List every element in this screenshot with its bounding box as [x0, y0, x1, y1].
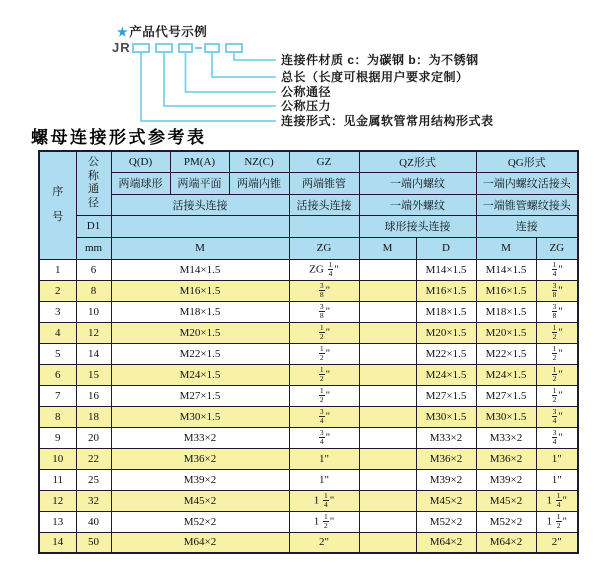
fraction: $\frac{1}{2}$ [319, 385, 324, 404]
cell-dn: 10 [76, 301, 111, 322]
fraction: $\frac{1}{4}$ [328, 259, 333, 278]
cell-qg-m: M45×2 [476, 490, 536, 511]
header-desc-qg-end1: 一端内螺纹活接头 [476, 172, 578, 194]
header-code-pm: PM(A) [170, 151, 229, 172]
code-box-1 [133, 44, 149, 52]
cell-dn: 50 [76, 532, 111, 553]
cell-gz: 1" [289, 448, 359, 469]
table-row [39, 427, 578, 448]
cell-qz-d: M39×2 [416, 469, 476, 490]
cell-dn: 12 [76, 322, 111, 343]
header-qz-sub-m: M [359, 237, 416, 259]
cell-dn: 16 [76, 385, 111, 406]
cell-dn: 18 [76, 406, 111, 427]
fraction: $\frac{1}{2}$ [319, 322, 324, 341]
cell-qg-m: M16×1.5 [476, 280, 536, 301]
cell-qz-d: M24×1.5 [416, 364, 476, 385]
cell-qg-m: M36×2 [476, 448, 536, 469]
cell-dn: 8 [76, 280, 111, 301]
table-body [39, 259, 578, 553]
header-seq: 序号 [39, 151, 76, 259]
callout-line-3 [186, 52, 277, 92]
cell-qz-m [359, 259, 416, 280]
cell-qg-zg: $\frac{3}{4}$ " [536, 427, 578, 448]
header-desc-q: 两端球形 [111, 172, 170, 194]
cell-qg-m: M22×1.5 [476, 343, 536, 364]
fraction: $\frac{1}{4}$ [324, 490, 328, 509]
cell-qg-m: M18×1.5 [476, 301, 536, 322]
cell-seq: 10 [39, 448, 76, 469]
callout-line-1 [234, 52, 276, 60]
callout-lines [141, 52, 276, 121]
header-desc-qz-end1: 一端内螺纹 [359, 172, 476, 194]
callout-length: 总长（长度可根据用户要求定制） [281, 70, 469, 84]
header-desc-qz-end2: 一端外螺纹 [359, 194, 476, 215]
fraction: $\frac{1}{2}$ [324, 511, 328, 530]
cell-gz: $\frac{1}{2}$ " [289, 364, 359, 385]
callout-diameter: 公称通径 [281, 85, 332, 99]
callout-pressure: 公称压力 [281, 99, 332, 113]
cell-qz-m [359, 343, 416, 364]
cell-gz: $\frac{1}{2}$ " [289, 322, 359, 343]
star-icon: ★ [117, 25, 129, 39]
cell-qg-zg: $\frac{1}{2}$ " [536, 343, 578, 364]
cell-qg-zg: 2" [536, 532, 578, 553]
cell-gz: 1 $\frac{1}{2}$ " [289, 511, 359, 532]
header-qg-connect: 连接 [476, 215, 578, 237]
page-title: 螺母连接形式参考表 [31, 128, 207, 147]
cell-qg-m: M14×1.5 [476, 259, 536, 280]
cell-m: M18×1.5 [111, 301, 289, 322]
cell-qz-m [359, 469, 416, 490]
cell-qz-m [359, 532, 416, 553]
header-desc-qg-end2: 一端锥管螺纹接头 [476, 194, 578, 215]
cell-m: M45×2 [111, 490, 289, 511]
cell-qz-d: M52×2 [416, 511, 476, 532]
table-row [39, 343, 578, 364]
cell-qz-m [359, 511, 416, 532]
cell-qz-d: M45×2 [416, 490, 476, 511]
fraction: $\frac{1}{2}$ [552, 385, 557, 404]
header-gz-zg: ZG [289, 237, 359, 259]
fraction: $\frac{3}{4}$ [319, 406, 324, 425]
cell-qg-zg: 1" [536, 448, 578, 469]
cell-qz-d: M33×2 [416, 427, 476, 448]
cell-qz-d: M36×2 [416, 448, 476, 469]
header-gz-connect: 活接头连接 [289, 194, 359, 215]
table-row [39, 511, 578, 532]
cell-dn: 22 [76, 448, 111, 469]
product-code-heading-label: 产品代号示例 [129, 25, 208, 39]
cell-qg-zg: 1" [536, 469, 578, 490]
cell-qg-m: M27×1.5 [476, 385, 536, 406]
header-qz-connect: 球形接头连接 [359, 215, 476, 237]
cell-qz-m [359, 280, 416, 301]
product-code-prefix: JR [112, 40, 131, 55]
cell-m: M22×1.5 [111, 343, 289, 364]
header-desc-pm: 两端平面 [170, 172, 229, 194]
cell-seq: 7 [39, 385, 76, 406]
header-qz-sub-d: D [416, 237, 476, 259]
table-row [39, 259, 578, 280]
cell-seq: 12 [39, 490, 76, 511]
cell-m: M52×2 [111, 511, 289, 532]
cell-seq: 1 [39, 259, 76, 280]
code-box-5 [226, 44, 242, 52]
code-box-3 [179, 44, 192, 52]
cell-m: M64×2 [111, 532, 289, 553]
cell-qg-zg: $\frac{3}{4}$ " [536, 406, 578, 427]
cell-qz-d: M30×1.5 [416, 406, 476, 427]
header-code-gz: GZ [289, 151, 359, 172]
table-row [39, 532, 578, 553]
cell-qg-m: M39×2 [476, 469, 536, 490]
table-row [39, 280, 578, 301]
fraction: $\frac{3}{4}$ [552, 427, 557, 446]
cell-gz: $\frac{3}{4}$ " [289, 406, 359, 427]
table-row [39, 406, 578, 427]
cell-seq: 8 [39, 406, 76, 427]
cell-dn: 32 [76, 490, 111, 511]
cell-gz: 2" [289, 532, 359, 553]
callout-line-5 [141, 52, 276, 121]
code-box-2 [156, 44, 172, 52]
header-code-qg: QG形式 [476, 151, 578, 172]
cell-m: M27×1.5 [111, 385, 289, 406]
cell-dn: 20 [76, 427, 111, 448]
cell-dn: 40 [76, 511, 111, 532]
table-row [39, 364, 578, 385]
cell-gz: $\frac{3}{4}$ " [289, 427, 359, 448]
cell-qz-d: M16×1.5 [416, 280, 476, 301]
cell-gz: 1 $\frac{1}{4}$ " [289, 490, 359, 511]
cell-qz-m [359, 406, 416, 427]
table-row [39, 490, 578, 511]
cell-qz-m [359, 448, 416, 469]
cell-qg-zg: $\frac{1}{2}$ " [536, 385, 578, 406]
nut-connection-reference-table [38, 150, 579, 554]
cell-m: M20×1.5 [111, 322, 289, 343]
cell-qz-m [359, 490, 416, 511]
code-boxes [133, 44, 242, 52]
fraction: $\frac{1}{2}$ [552, 364, 557, 383]
cell-qz-d: M14×1.5 [416, 259, 476, 280]
table-row [39, 301, 578, 322]
cell-qz-m [359, 385, 416, 406]
cell-gz: 1" [289, 469, 359, 490]
cell-seq: 11 [39, 469, 76, 490]
cell-qz-d: M22×1.5 [416, 343, 476, 364]
cell-qg-zg: $\frac{3}{8}$ " [536, 301, 578, 322]
fraction: $\frac{1}{2}$ [319, 343, 324, 362]
fraction: $\frac{1}{2}$ [319, 364, 324, 383]
cell-m: M36×2 [111, 448, 289, 469]
fraction: $\frac{3}{8}$ [319, 280, 324, 299]
cell-seq: 9 [39, 427, 76, 448]
cell-gz: $\frac{3}{8}$ " [289, 280, 359, 301]
cell-seq: 3 [39, 301, 76, 322]
cell-qz-d: M18×1.5 [416, 301, 476, 322]
table-row [39, 322, 578, 343]
callout-line-2 [212, 52, 276, 77]
fraction: $\frac{3}{4}$ [319, 427, 324, 446]
cell-m: M24×1.5 [111, 364, 289, 385]
cell-qz-m [359, 322, 416, 343]
header-code-nz: NZ(C) [229, 151, 289, 172]
fraction: $\frac{3}{8}$ [552, 301, 557, 320]
cell-qg-zg: $\frac{1}{4}$ " [536, 259, 578, 280]
header-desc-nz: 两端内锥 [229, 172, 289, 194]
header-nominal-diameter: 公称通径 [76, 151, 111, 215]
callout-connection: 连接形式：见金属软管常用结构形式表 [281, 114, 494, 128]
header-code-qz: QZ形式 [359, 151, 476, 172]
cell-qg-zg: $\frac{3}{8}$ " [536, 280, 578, 301]
header-desc-gz: 两端锥管 [289, 172, 359, 194]
table-row [39, 385, 578, 406]
table-header [39, 151, 578, 259]
cell-seq: 13 [39, 511, 76, 532]
cell-m: M16×1.5 [111, 280, 289, 301]
fraction: $\frac{3}{8}$ [319, 301, 324, 320]
cell-dn: 25 [76, 469, 111, 490]
cell-qz-d: M27×1.5 [416, 385, 476, 406]
cell-qz-m [359, 427, 416, 448]
cell-seq: 2 [39, 280, 76, 301]
cell-seq: 14 [39, 532, 76, 553]
cell-qg-m: M33×2 [476, 427, 536, 448]
callout-material: 连接件材质 c：为碳钢 b：为不锈钢 [281, 53, 479, 67]
cell-gz: $\frac{1}{2}$ " [289, 343, 359, 364]
cell-gz: $\frac{3}{8}$ " [289, 301, 359, 322]
cell-qz-m [359, 301, 416, 322]
cell-seq: 4 [39, 322, 76, 343]
header-unit-mm: mm [76, 237, 111, 259]
cell-gz: $\frac{1}{2}$ " [289, 385, 359, 406]
fraction: $\frac{1}{2}$ [552, 343, 557, 362]
cell-qg-zg: $\frac{1}{2}$ " [536, 322, 578, 343]
cell-qg-m: M30×1.5 [476, 406, 536, 427]
header-d1-blank-gz [289, 215, 359, 237]
cell-m: M14×1.5 [111, 259, 289, 280]
cell-seq: 6 [39, 364, 76, 385]
cell-qg-m: M20×1.5 [476, 322, 536, 343]
cell-qg-m: M24×1.5 [476, 364, 536, 385]
cell-qg-m: M52×2 [476, 511, 536, 532]
header-qg-sub-zg: ZG [536, 237, 578, 259]
cell-m: M39×2 [111, 469, 289, 490]
fraction: $\frac{1}{2}$ [552, 322, 557, 341]
header-union-connect: 活接头连接 [111, 194, 289, 215]
header-d1-blank-union [111, 215, 289, 237]
cell-qg-zg: 1 $\frac{1}{2}$ " [536, 511, 578, 532]
product-code-heading [117, 22, 207, 40]
fraction: $\frac{1}{4}$ [552, 259, 557, 278]
cell-dn: 14 [76, 343, 111, 364]
fraction: $\frac{1}{4}$ [556, 490, 561, 509]
table-row [39, 469, 578, 490]
cell-gz: ZG $\frac{1}{4}$ " [289, 259, 359, 280]
cell-dn: 15 [76, 364, 111, 385]
cell-seq: 5 [39, 343, 76, 364]
cell-dn: 6 [76, 259, 111, 280]
fraction: $\frac{3}{4}$ [552, 406, 557, 425]
cell-qg-zg: $\frac{1}{2}$ " [536, 364, 578, 385]
cell-qz-m [359, 364, 416, 385]
cell-qg-m: M64×2 [476, 532, 536, 553]
table-row [39, 448, 578, 469]
cell-m: M33×2 [111, 427, 289, 448]
header-code-q: Q(D) [111, 151, 170, 172]
cell-qz-d: M20×1.5 [416, 322, 476, 343]
cell-qz-d: M64×2 [416, 532, 476, 553]
header-thread-m: M [111, 237, 289, 259]
cell-m: M30×1.5 [111, 406, 289, 427]
cell-qg-zg: 1 $\frac{1}{4}$ " [536, 490, 578, 511]
fraction: $\frac{1}{2}$ [556, 511, 561, 530]
header-qg-sub-m: M [476, 237, 536, 259]
fraction: $\frac{3}{8}$ [552, 280, 557, 299]
header-d1: D1 [76, 215, 111, 237]
code-box-4 [205, 44, 219, 52]
